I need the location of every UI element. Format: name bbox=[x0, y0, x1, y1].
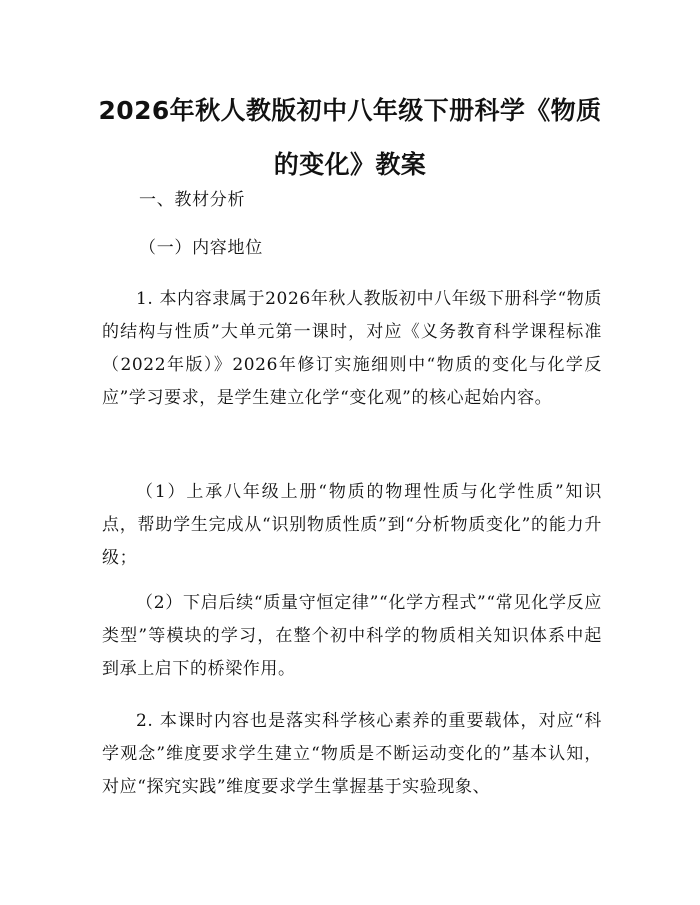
paragraph-4: 2. 本课时内容也是落实科学核心素养的重要载体，对应“科学观念”维度要求学生建立“物质是不断运动变化的”基本认知，对应“探究实践”维度要求学生掌握基于实验现象、 bbox=[102, 711, 602, 797]
paragraph-3: （2）下启后续“质量守恒定律”“化学方程式”“常见化学反应类型”等模块的学习，在整个初中科学的物质相关知识体系中起到承上启下的桥梁作用。 bbox=[102, 593, 602, 679]
subsection-heading: （一）内容地位 bbox=[139, 238, 263, 258]
paragraph-2: （1）上承八年级上册“物质的物理性质与化学性质”知识点，帮助学生完成从“识别物质性质”到“分析物质变化”的能力升级； bbox=[102, 482, 602, 568]
paragraph-1: 1. 本内容隶属于2026年秋人教版初中八年级下册科学“物质的结构与性质”大单元第一课时，对应《义务教育科学课程标准（2022年版）》2026年修订实施细则中“物质的变化与化学反应”学习要求，是学生建立化学“变化观”的核心起始内容。 bbox=[102, 289, 602, 408]
section-heading: 一、教材分析 bbox=[139, 190, 246, 210]
document-title: 2026年秋人教版初中八年级下册科学《物质的变化》教案 bbox=[98, 96, 602, 179]
